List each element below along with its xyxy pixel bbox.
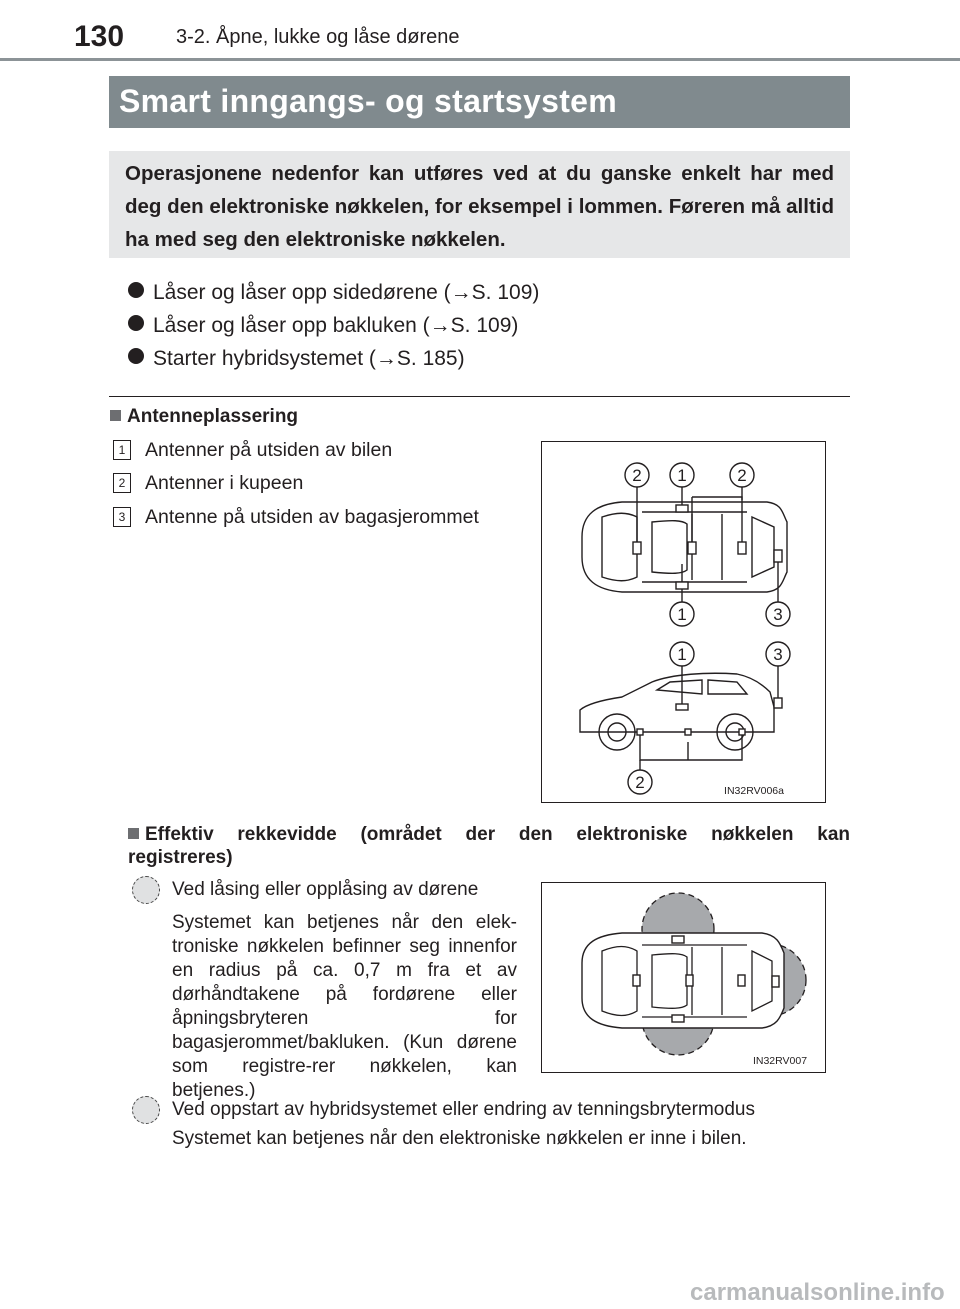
car-range-diagram [542, 883, 825, 1072]
intro-text: Operasjonene nedenfor kan utføres ved at du ganske enkelt har med deg den elektroniske nøkkelen, for eksempel i lommen. Føreren må alltid ha med seg den elektroniske nøkkelen. [125, 162, 834, 251]
antenna-marker [738, 542, 746, 554]
callout-label: 3 [773, 605, 783, 624]
figure-code: IN32RV007 [752, 1055, 808, 1067]
antenna-marker [676, 704, 688, 710]
section-label: 3-2. Åpne, lukke og låse dørene [176, 26, 460, 48]
antenna-figure [541, 441, 826, 803]
figure-code: IN32RV006a [724, 785, 784, 797]
range-item-title: Ved låsing eller opplåsing av dørene [172, 879, 479, 900]
callout-label: 2 [737, 466, 747, 485]
dashed-circle-icon [132, 1096, 160, 1124]
antenna-marker [739, 729, 745, 735]
callout-label: 2 [632, 466, 642, 485]
antenna-marker [676, 505, 688, 512]
bullet-dot-icon [128, 315, 144, 331]
range-item-body: Systemet kan betjenes når den elek-troniske nøkkelen befinner seg innenfor en radius på ca. 0,7 m fra et av dørhåndtakene på fordørene eller åpningsbryteren for bagasjerommet/bakluken. (Kun dørene som registre-rer nøkkelen, kan betjenes.) [172, 912, 517, 1101]
callout-label: 1 [677, 605, 687, 624]
page-number: 130 [74, 20, 125, 53]
legend-item: 2 Antenner i kupeen [113, 472, 303, 495]
intro-box [109, 151, 850, 258]
square-bullet-icon [128, 828, 139, 839]
antenna-marker [633, 542, 641, 554]
bullet-dot-icon [128, 282, 144, 298]
dashed-circle-icon [132, 876, 160, 904]
range-figure [541, 882, 826, 1073]
bullet-item: Starter hybridsystemet (→S. 185) [128, 347, 465, 371]
watermark: carmanualsonline.info [690, 1279, 945, 1306]
bullet-item: Låser og låser opp bakluken (→S. 109) [128, 314, 518, 338]
header-divider [0, 58, 960, 61]
antenna-marker [774, 698, 782, 708]
antenna-marker [637, 729, 643, 735]
callout-label: 1 [677, 645, 687, 664]
antenna-marker [688, 542, 696, 554]
range-item-body: Systemet kan betjenes når den elektroniske nøkkelen er inne i bilen. [172, 1128, 747, 1149]
page-title: Smart inngangs- og startsystem [119, 83, 617, 119]
antenna-marker [774, 550, 782, 562]
range-heading: Effektiv rekkevidde (området der den elektroniske nøkkelen kan [128, 823, 850, 847]
callout-label: 2 [635, 773, 645, 792]
range-heading-cont: registreres) [128, 847, 233, 868]
range-item-title: Ved oppstart av hybridsystemet eller endring av tenningsbrytermodus [172, 1099, 755, 1120]
title-bar [109, 76, 850, 128]
antenna-marker [676, 582, 688, 589]
bullet-dot-icon [128, 348, 144, 364]
legend-item: 1 Antenner på utsiden av bilen [113, 439, 392, 462]
antenna-heading: Antenneplassering [110, 406, 298, 428]
legend-item: 3 Antenne på utsiden av bagasjerommet [113, 506, 479, 529]
car-antenna-diagram [542, 442, 825, 802]
bullet-item: Låser og låser opp sidedørene (→S. 109) [128, 281, 539, 305]
antenna-marker [685, 729, 691, 735]
section-divider [109, 396, 850, 397]
callout-label: 3 [773, 645, 783, 664]
car-top-view [582, 502, 787, 592]
callout-label: 1 [677, 466, 687, 485]
square-bullet-icon [110, 410, 121, 421]
